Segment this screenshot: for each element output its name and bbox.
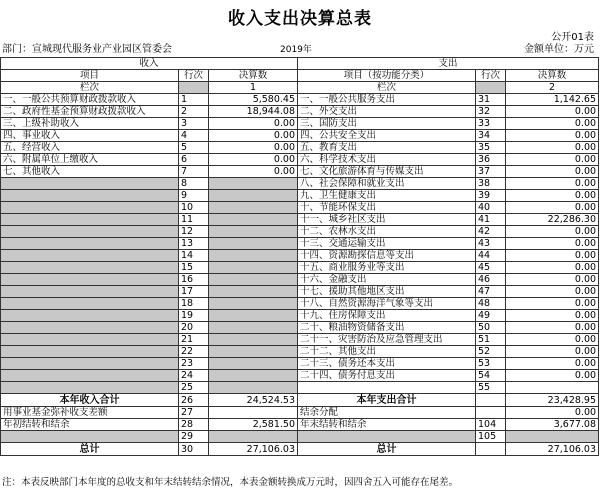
expense-item-header: 项目（按功能分类） (298, 70, 476, 82)
reserve-amount (209, 407, 298, 419)
row-number: 36 (476, 154, 506, 166)
expense-rowno-header: 行次 (476, 70, 506, 82)
table-row (1, 298, 599, 310)
row-number (476, 394, 506, 407)
row-number: 44 (476, 250, 506, 262)
income-expense-table (0, 57, 599, 456)
expense-item: 四、公共安全支出 (298, 130, 476, 142)
expense-item: 二、外交支出 (298, 106, 476, 118)
gray-cell (179, 82, 209, 94)
income-amount (209, 226, 298, 238)
income-header: 收入 (1, 58, 298, 70)
gray-cell (1, 431, 179, 443)
row-number: 30 (179, 443, 209, 456)
income-item: 五、经营收入 (1, 142, 179, 154)
grand-total-amount-right: 27,106.03 (506, 443, 599, 456)
table-row (1, 178, 599, 190)
expense-amount: 0.00 (506, 190, 599, 202)
row-number: 19 (179, 310, 209, 322)
income-amount: 0.00 (209, 118, 298, 130)
row-number: 16 (179, 274, 209, 286)
expense-item: 二十四、债务付息支出 (298, 370, 476, 382)
row-number: 17 (179, 286, 209, 298)
expense-amount: 0.00 (506, 178, 599, 190)
expense-amount: 0.00 (506, 154, 599, 166)
row-number: 11 (179, 214, 209, 226)
income-item (1, 298, 179, 310)
row-number: 52 (476, 346, 506, 358)
row-number: 1 (179, 94, 209, 106)
income-item: 七、其他收入 (1, 166, 179, 178)
expense-item: 十九、住房保障支出 (298, 310, 476, 322)
expense-amount: 0.00 (506, 274, 599, 286)
begin-balance-label: 年初结转和结余 (1, 419, 179, 431)
row-number: 37 (476, 166, 506, 178)
row-number: 42 (476, 226, 506, 238)
expense-amount: 0.00 (506, 118, 599, 130)
income-item-header: 项目 (1, 70, 179, 82)
income-item (1, 370, 179, 382)
income-amount: 18,944.08 (209, 106, 298, 118)
row-number: 48 (476, 298, 506, 310)
income-amount (209, 202, 298, 214)
expense-item: 二十一、灾害防治及应急管理支出 (298, 334, 476, 346)
department-label: 部门：宣城现代服务业产业园区管委会 (2, 44, 172, 55)
expense-item (298, 382, 476, 394)
income-item: 六、附属单位上缴收入 (1, 154, 179, 166)
gray-cell (209, 431, 298, 443)
row-number: 22 (179, 346, 209, 358)
table-row (1, 262, 599, 274)
row-number: 47 (476, 286, 506, 298)
row-number: 43 (476, 238, 506, 250)
reserve-row (1, 407, 599, 419)
table-row (1, 226, 599, 238)
row-number: 13 (179, 238, 209, 250)
row-number: 24 (179, 370, 209, 382)
expense-amount: 22,286.30 (506, 214, 599, 226)
row-number: 10 (179, 202, 209, 214)
income-amount (209, 382, 298, 394)
row-number: 35 (476, 142, 506, 154)
expense-amount: 0.00 (506, 346, 599, 358)
expense-amount: 0.00 (506, 250, 599, 262)
income-item (1, 286, 179, 298)
expense-amount: 0.00 (506, 130, 599, 142)
expense-item: 十五、商业服务业等支出 (298, 262, 476, 274)
income-amount (209, 238, 298, 250)
reserve-label: 用事业基金弥补收支差额 (1, 407, 179, 419)
row-number: 39 (476, 190, 506, 202)
income-amount: 5,580.45 (209, 94, 298, 106)
row-number: 46 (476, 274, 506, 286)
income-item (1, 226, 179, 238)
expense-item: 十八、自然资源海洋气象等支出 (298, 298, 476, 310)
grand-total-label-left: 总计 (1, 443, 179, 456)
row-number: 26 (179, 394, 209, 407)
income-amount (209, 358, 298, 370)
expense-amount: 0.00 (506, 322, 599, 334)
expense-item: 五、教育支出 (298, 142, 476, 154)
income-amount (209, 214, 298, 226)
expense-amount (506, 382, 599, 394)
expense-amount: 0.00 (506, 262, 599, 274)
row-number: 15 (179, 262, 209, 274)
expense-item: 二十二、其他支出 (298, 346, 476, 358)
income-amount: 0.00 (209, 142, 298, 154)
income-item (1, 178, 179, 190)
income-amount (209, 298, 298, 310)
expense-header: 支出 (298, 58, 599, 70)
income-amount (209, 274, 298, 286)
expense-item: 二十、粮油物资储备支出 (298, 322, 476, 334)
row-number: 6 (179, 154, 209, 166)
income-amount (209, 250, 298, 262)
row-number: 50 (476, 322, 506, 334)
expense-total-amount: 23,428.95 (506, 394, 599, 407)
expense-item: 十六、金融支出 (298, 274, 476, 286)
expense-amount: 0.00 (506, 298, 599, 310)
income-item (1, 382, 179, 394)
table-row (1, 130, 599, 142)
unit-label: 金额单位：万元 (524, 44, 594, 55)
income-item (1, 322, 179, 334)
row-number: 55 (476, 382, 506, 394)
income-item (1, 202, 179, 214)
row-number: 20 (179, 322, 209, 334)
income-item (1, 310, 179, 322)
table-row (1, 370, 599, 382)
row-number: 51 (476, 334, 506, 346)
expense-amount: 0.00 (506, 370, 599, 382)
row-number (476, 443, 506, 456)
row-number: 5 (179, 142, 209, 154)
income-item (1, 190, 179, 202)
expense-amount: 0.00 (506, 226, 599, 238)
income-item (1, 262, 179, 274)
income-item (1, 346, 179, 358)
income-amount (209, 262, 298, 274)
row-number: 12 (179, 226, 209, 238)
income-col-label: 栏次 (1, 82, 179, 94)
income-item (1, 274, 179, 286)
expense-item: 十、节能环保支出 (298, 202, 476, 214)
income-amount (209, 334, 298, 346)
income-amount (209, 178, 298, 190)
table-row (1, 358, 599, 370)
table-row (1, 250, 599, 262)
row-number: 8 (179, 178, 209, 190)
row-number: 21 (179, 334, 209, 346)
expense-col-number: 2 (506, 82, 599, 94)
year-label: 2019年 (280, 45, 312, 55)
row-number (476, 407, 506, 419)
expense-item: 十四、资源勘探信息等支出 (298, 250, 476, 262)
grand-total-label-right: 总计 (298, 443, 476, 456)
income-amount-header: 决算数 (209, 70, 298, 82)
income-amount (209, 310, 298, 322)
expense-item: 一、一般公共服务支出 (298, 94, 476, 106)
income-col-number: 1 (209, 82, 298, 94)
form-number: 公开01表 (551, 32, 594, 43)
income-amount: 0.00 (209, 130, 298, 142)
table-row (1, 106, 599, 118)
income-item: 四、事业收入 (1, 130, 179, 142)
row-number: 7 (179, 166, 209, 178)
income-item (1, 334, 179, 346)
table-row (1, 322, 599, 334)
table-row (1, 274, 599, 286)
row-number: 53 (476, 358, 506, 370)
income-amount (209, 370, 298, 382)
row-number: 27 (179, 407, 209, 419)
row-number: 2 (179, 106, 209, 118)
gray-cell (298, 431, 476, 443)
grand-total-row (1, 443, 599, 456)
row-number: 28 (179, 419, 209, 431)
row-number: 32 (476, 106, 506, 118)
expense-amount-header: 决算数 (506, 70, 599, 82)
row-number: 104 (476, 419, 506, 431)
expense-amount: 0.00 (506, 166, 599, 178)
section-header-row (1, 58, 599, 70)
income-amount (209, 346, 298, 358)
table-row (1, 166, 599, 178)
expense-item: 六、科学技术支出 (298, 154, 476, 166)
expense-amount: 1,142.65 (506, 94, 599, 106)
expense-amount: 0.00 (506, 106, 599, 118)
row-number: 33 (476, 118, 506, 130)
surplus-distribution-label: 结余分配 (298, 407, 476, 419)
income-total-amount: 24,524.53 (209, 394, 298, 407)
page-title: 收入支出决算总表 (228, 9, 372, 29)
table-row (1, 202, 599, 214)
gray-cell (506, 431, 599, 443)
expense-item: 十一、城乡社区支出 (298, 214, 476, 226)
income-item: 二、政府性基金预算财政拨款收入 (1, 106, 179, 118)
income-amount: 0.00 (209, 154, 298, 166)
table-row (1, 382, 599, 394)
row-number: 40 (476, 202, 506, 214)
row-number: 23 (179, 358, 209, 370)
total-row (1, 394, 599, 407)
table-row (1, 154, 599, 166)
row-number: 45 (476, 262, 506, 274)
expense-item: 七、文化旅游体育与传媒支出 (298, 166, 476, 178)
income-item (1, 358, 179, 370)
income-rowno-header: 行次 (179, 70, 209, 82)
column-label-row (1, 82, 599, 94)
grand-total-amount-left: 27,106.03 (209, 443, 298, 456)
row-number: 3 (179, 118, 209, 130)
income-amount (209, 322, 298, 334)
table-row (1, 142, 599, 154)
column-header-row (1, 70, 599, 82)
gray-cell (476, 82, 506, 94)
row-number: 18 (179, 298, 209, 310)
table-row (1, 334, 599, 346)
surplus-distribution-amount: 0.00 (506, 407, 599, 419)
row-number: 41 (476, 214, 506, 226)
expense-amount: 0.00 (506, 238, 599, 250)
row-number: 49 (476, 310, 506, 322)
expense-item: 十三、交通运输支出 (298, 238, 476, 250)
table-row (1, 190, 599, 202)
income-item (1, 250, 179, 262)
table-row (1, 94, 599, 106)
expense-item: 十七、援助其他地区支出 (298, 286, 476, 298)
row-number: 31 (476, 94, 506, 106)
row-number: 105 (476, 431, 506, 443)
row-number: 4 (179, 130, 209, 142)
income-amount (209, 286, 298, 298)
expense-amount: 0.00 (506, 286, 599, 298)
balance-row (1, 419, 599, 431)
blank-row (1, 431, 599, 443)
expense-item: 十二、农林水支出 (298, 226, 476, 238)
row-number: 25 (179, 382, 209, 394)
expense-item: 二十三、债务还本支出 (298, 358, 476, 370)
expense-amount: 0.00 (506, 142, 599, 154)
begin-balance-amount: 2,581.50 (209, 419, 298, 431)
income-item (1, 214, 179, 226)
income-item: 三、上级补助收入 (1, 118, 179, 130)
table-row (1, 118, 599, 130)
expense-item: 八、社会保障和就业支出 (298, 178, 476, 190)
expense-amount: 0.00 (506, 310, 599, 322)
table-row (1, 238, 599, 250)
row-number: 34 (476, 130, 506, 142)
end-balance-amount: 3,677.08 (506, 419, 599, 431)
footnote: 注：本表反映部门本年度的总收支和年末结转结余情况，本表金额转换成万元时，因四舍五入可能存在尾差。 (2, 477, 459, 488)
expense-col-label: 栏次 (298, 82, 476, 94)
row-number: 29 (179, 431, 209, 443)
income-item: 一、一般公共预算财政拨款收入 (1, 94, 179, 106)
expense-item: 三、国防支出 (298, 118, 476, 130)
table-row (1, 346, 599, 358)
row-number: 38 (476, 178, 506, 190)
income-amount: 0.00 (209, 166, 298, 178)
row-number: 54 (476, 370, 506, 382)
income-item (1, 238, 179, 250)
table-row (1, 310, 599, 322)
expense-item: 九、卫生健康支出 (298, 190, 476, 202)
table-row (1, 286, 599, 298)
end-balance-label: 年末结转和结余 (298, 419, 476, 431)
income-amount (209, 190, 298, 202)
row-number: 9 (179, 190, 209, 202)
income-total-label: 本年收入合计 (1, 394, 179, 407)
expense-amount: 0.00 (506, 334, 599, 346)
expense-amount: 0.00 (506, 358, 599, 370)
row-number: 14 (179, 250, 209, 262)
table-row (1, 214, 599, 226)
expense-total-label: 本年支出合计 (298, 394, 476, 407)
expense-amount: 0.00 (506, 202, 599, 214)
